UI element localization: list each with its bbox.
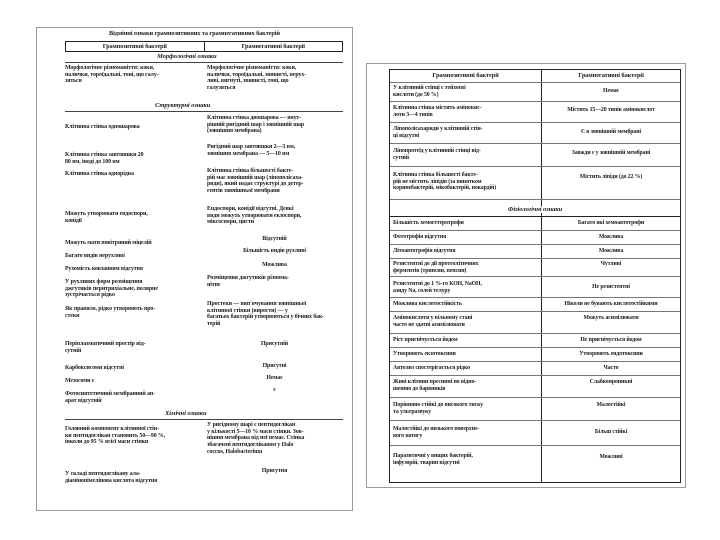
left-cell: У складі пептидоглікану ала- діамінопімелінова кислота відсутня [65,471,158,484]
right-cell: Не резистентні [592,284,630,290]
right-cell: Можливі [599,454,623,460]
divider [390,215,680,217]
right-cell: Немає [266,375,283,381]
left-cell: Як правило, рідко утворюють про- стеки [65,306,156,319]
left-cell: Клітинна стінка більшості бакте- рій не містить ліпідів (за винятком коринебактерій, мікобактерій, нокардій) [393,172,497,192]
table-row [390,231,680,245]
right-cell: Можлива [598,234,624,240]
table-row [390,376,680,398]
left-cell: Утворюють екзотоксини [393,351,456,357]
left-cell: Ріст пригнічується йодом [393,337,458,343]
left-scanned-page [36,27,353,511]
left-cell: Живі клітини пресинні по відно- шенню до барвників [393,379,477,392]
right-cell: Простеки — вип'ячування зовнішньої клітинної стінки (вирости) — у багатьох бактерій утворюються у бічних бак- терій [207,301,325,328]
right-cell: Можлива [598,248,624,254]
right-cell: Ніколи не бувають кислотостійкими [564,301,658,307]
right-cell: Багато які хемоавтотрофи [577,220,645,226]
table-row [390,334,680,348]
left-cell: Мезосоми є [65,378,95,384]
right-col-header-gram-positive: Грампозитивні бактерії [432,72,499,79]
table-row [390,83,680,102]
left-table-header [65,41,343,52]
right-cell: Можлива [262,262,287,268]
table-row [390,421,680,446]
table-row [390,218,680,231]
table-row [390,167,680,200]
right-col-header-gram-negative: Грамнегативні бактерії [578,72,644,79]
right-cell: Ендоспори, конідії відсутні. Деякі види можуть утворювати екзоспори, міксоспори, цисти [207,206,302,226]
left-cell: Періплазматичний простір від- сутній [65,341,146,354]
left-cell: Карбоксисоми відсутні [65,365,124,371]
section-physiological: Фізіологічні ознаки [390,206,680,213]
left-cell: Резистентні до дії протеолітичних ферментів (трипсин, пепсин) [393,261,479,274]
left-cell: Клітинна стінка одношарова [65,124,140,130]
right-cell: є [273,387,276,393]
right-cell: Відсутній [262,236,287,242]
right-cell: Містить ліпіди (до 22 %) [579,174,643,180]
right-cell: У ригідному шарі є пептидоглікан у кількості 5—10 % маси стінки. Зов- нішня мембрана від неї немає. Стінка збагачені пептидогліканом у Halo coccus, Halobacterium [207,422,305,455]
left-cell: У клітинній стінці є тейхоєві кислоти (до 50 %) [393,85,466,98]
right-cell: Клітинна стінка двошарова — внут- рішній ригідний шар і зовнішній шар (зовнішня мембрана) [207,115,305,135]
right-cell: Є в зовнішній мембрані [581,129,641,135]
table-row [390,398,680,421]
left-cell: Головний компонент клітинної стін- ки пептидоглікан становить 50—90 %, інколи до 95 % всієї маси стінки [65,426,166,446]
divider [65,111,343,112]
right-cell: Утворюють ендотоксини [579,351,643,357]
left-cell: Порівняно стійкі до високого тиску та ультразвуку [393,402,484,415]
right-table [389,69,681,483]
right-cell: Ригідний шар завтовшки 2—3 нм, зовнішня мембрана — 5—10 нм [207,144,296,157]
left-cell: Можлива кислотостійкість [393,301,462,307]
left-cell: Морфологічне різноманіття: коки, палички, тороїдальні, тоні, що галу- зяться [65,65,159,85]
table-row [390,446,680,481]
section-structural: Структурні ознаки [155,102,211,109]
right-cell: Завжди є у зовнішній мембрані [571,150,651,156]
right-cell: Немає [603,88,619,94]
left-cell: Ліпополісахариди у клітинній стін- ці відсутні [393,126,483,139]
right-cell: Більш стійкі [594,429,628,435]
right-cell: Не пригнічується йодом [580,337,642,343]
right-cell: Більшість видів рухливі [243,248,306,254]
table-row [390,245,680,259]
left-cell: Автолиз спостерігається рідко [393,365,470,371]
left-col-header-gram-positive: Грампозитивні бактерії [102,43,167,50]
right-cell: Присутня [261,468,288,474]
left-cell: Малостійкі до низького поверхне- вого натягу [393,426,480,439]
right-cell: Розміщення джгутиків різнома- нітне [207,275,289,288]
left-col-header-gram-negative: Грамнегативні бактерії [204,42,343,51]
right-cell: Присутні [262,363,287,369]
table-row [390,102,680,123]
right-cell: Малостійкі [596,402,626,408]
left-cell: Клітинна стінка завтовшки 20 80 нм, іноді до 100 нм [65,152,144,165]
left-cell: Клітинна стінка містить амінокис- лоти 3—4 типів [393,105,482,118]
table-row [390,362,680,376]
right-cell: Клітинна стінка більшості бакте- рій має зовнішній шар (ліпополісаха- риди), який надає структурі до детер- гентів зовнішньої мембрани [207,168,304,195]
left-cell: Багато видів нерухливі [65,253,125,259]
right-cell: Можуть асимілювати [583,315,639,321]
table-row [390,277,680,298]
left-cell: У рухливих форм розміщення джгутиків перитрихіальне, полярне зустрічається рідко [65,279,158,299]
left-cell: Фототрофія відсутня [393,234,447,240]
left-cell: Резистентні до 1 %-го КОН, NaOH, азиду Na, солей телуру [393,281,482,294]
left-cell: Більшість хемогетеротрофи [393,220,464,226]
right-scanned-page [366,63,686,488]
table-row [390,144,680,167]
right-cell: Чутливі [600,261,622,267]
table-row [390,259,680,277]
right-cell: Містить 15—20 типів амінокислот [567,107,655,113]
left-cell: Рухомість ковзанням відсутня [65,266,143,272]
table-row [390,298,680,312]
divider [65,419,343,420]
table-row [390,312,680,334]
section-chemical: Хімічні ознаки [165,410,207,417]
right-cell: Слабкопроникні [589,379,633,385]
left-cell: Клітинна стінка однорідна [65,171,134,177]
left-cell: Фотосинтетичний мембранний ап- арат відсутній [65,391,155,404]
left-cell: Літоавтотрофія відсутня [393,248,456,254]
left-table-title: Відмінні ознаки грампозитивних та грамнегативних бактерій [109,30,280,37]
section-morphological: Морфологічні ознаки [157,53,217,60]
table-header-row [390,70,680,83]
left-cell: Ліпопротеїд у клітинній стінці від- сутній [393,148,481,161]
divider [65,62,343,63]
right-cell: Присутній [260,341,289,347]
right-cell: Морфологічне різноманіття: коки, палички, тороїдальні, звивисті, нерух- ливі, вигнуті, звивисті, тоні, що галузяться [207,65,307,92]
right-cell: Часто [603,365,619,371]
table-row [390,348,680,362]
table-row [390,123,680,144]
left-cell: Паразитичні у вищих бактерій, інфузорій, тварин відсутні [393,453,473,466]
left-cell: Можуть утворювати ендоспори, конідії [65,211,148,224]
left-cell: Амінокислоти у вільному стані часто не здатні асимілювати [393,315,473,328]
left-cell: Можуть мати повітряний міцелій [65,240,152,246]
